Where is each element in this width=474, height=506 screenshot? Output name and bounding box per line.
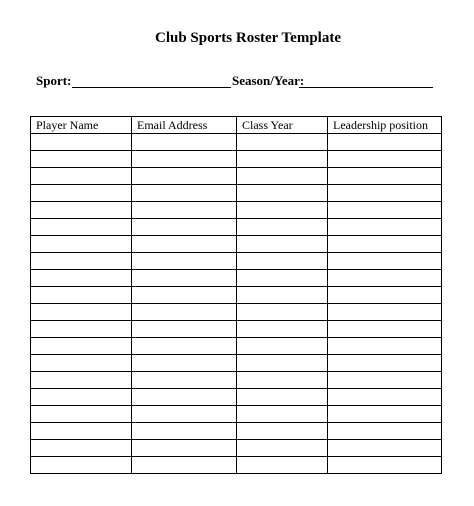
table-cell[interactable] [328,389,442,406]
table-cell[interactable] [237,389,328,406]
table-row [31,202,442,219]
table-cell[interactable] [237,355,328,372]
table-cell[interactable] [328,202,442,219]
table-row [31,270,442,287]
table-cell[interactable] [132,338,237,355]
table-cell[interactable] [31,168,132,185]
table-cell[interactable] [31,440,132,457]
table-cell[interactable] [132,151,237,168]
table-cell[interactable] [328,168,442,185]
table-row [31,440,442,457]
table-cell[interactable] [31,151,132,168]
table-cell[interactable] [132,406,237,423]
table-cell[interactable] [132,253,237,270]
table-cell[interactable] [132,219,237,236]
table-cell[interactable] [237,440,328,457]
table-cell[interactable] [237,151,328,168]
table-cell[interactable] [237,457,328,474]
table-cell[interactable] [31,185,132,202]
table-cell[interactable] [328,134,442,151]
table-row [31,423,442,440]
table-row [31,321,442,338]
table-cell[interactable] [237,423,328,440]
table-cell[interactable] [328,338,442,355]
roster-table [30,116,442,474]
table-cell[interactable] [31,219,132,236]
table-cell[interactable] [328,457,442,474]
table-cell[interactable] [237,253,328,270]
table-cell[interactable] [237,202,328,219]
table-row [31,406,442,423]
table-cell[interactable] [132,372,237,389]
table-cell[interactable] [328,270,442,287]
table-cell[interactable] [237,168,328,185]
table-cell[interactable] [237,134,328,151]
table-cell[interactable] [328,219,442,236]
table-row [31,185,442,202]
document-title: Club Sports Roster Template [155,30,341,46]
table-row [31,151,442,168]
table-cell[interactable] [31,423,132,440]
table-cell[interactable] [31,253,132,270]
table-cell[interactable] [237,287,328,304]
table-cell[interactable] [237,185,328,202]
table-cell[interactable] [328,185,442,202]
sport-blank-line[interactable] [72,87,231,88]
table-cell[interactable] [328,440,442,457]
header-row [31,117,442,134]
table-cell[interactable] [237,270,328,287]
table-cell[interactable] [31,355,132,372]
column-header-player-name: Player Name [31,117,132,134]
table-cell[interactable] [132,389,237,406]
table-row [31,253,442,270]
season-year-field [232,72,434,90]
season-year-label: Season/Year: [232,73,305,88]
table-cell[interactable] [31,372,132,389]
table-cell[interactable] [328,304,442,321]
season-year-blank-line[interactable] [299,87,433,88]
table-cell[interactable] [132,440,237,457]
table-row [31,372,442,389]
table-cell[interactable] [31,304,132,321]
table-row [31,304,442,321]
table-cell[interactable] [328,355,442,372]
table-row [31,219,442,236]
table-cell[interactable] [328,253,442,270]
table-cell[interactable] [132,270,237,287]
table-cell[interactable] [31,287,132,304]
table-cell[interactable] [132,457,237,474]
table-cell[interactable] [237,406,328,423]
table-cell[interactable] [132,185,237,202]
table-cell[interactable] [132,423,237,440]
table-cell[interactable] [328,423,442,440]
roster-table-body [31,134,442,474]
table-cell[interactable] [328,287,442,304]
table-row [31,236,442,253]
table-cell[interactable] [237,236,328,253]
table-cell[interactable] [237,321,328,338]
column-header-class-year: Class Year [237,117,328,134]
table-cell[interactable] [31,236,132,253]
table-row [31,168,442,185]
table-row [31,355,442,372]
table-cell[interactable] [31,134,132,151]
table-cell[interactable] [328,406,442,423]
table-cell[interactable] [237,219,328,236]
table-cell[interactable] [132,355,237,372]
table-cell[interactable] [31,321,132,338]
table-row [31,287,442,304]
table-cell[interactable] [328,321,442,338]
table-cell[interactable] [132,304,237,321]
table-cell[interactable] [31,389,132,406]
table-cell[interactable] [31,202,132,219]
table-cell[interactable] [31,270,132,287]
table-cell[interactable] [237,304,328,321]
table-row [31,389,442,406]
table-cell[interactable] [328,372,442,389]
table-cell[interactable] [132,321,237,338]
table-cell[interactable] [132,287,237,304]
table-cell[interactable] [132,168,237,185]
sport-label: Sport: [36,73,72,88]
table-cell[interactable] [31,406,132,423]
table-cell[interactable] [31,338,132,355]
table-cell[interactable] [132,202,237,219]
table-cell[interactable] [132,236,237,253]
table-row [31,457,442,474]
column-header-email-address: Email Address [132,117,237,134]
table-cell[interactable] [132,134,237,151]
sport-field [36,72,201,90]
table-row [31,134,442,151]
table-cell[interactable] [237,338,328,355]
column-header-leadership-position: Leadership position [328,117,442,134]
table-cell[interactable] [31,457,132,474]
table-cell[interactable] [328,151,442,168]
table-cell[interactable] [328,236,442,253]
table-row [31,338,442,355]
table-cell[interactable] [237,372,328,389]
